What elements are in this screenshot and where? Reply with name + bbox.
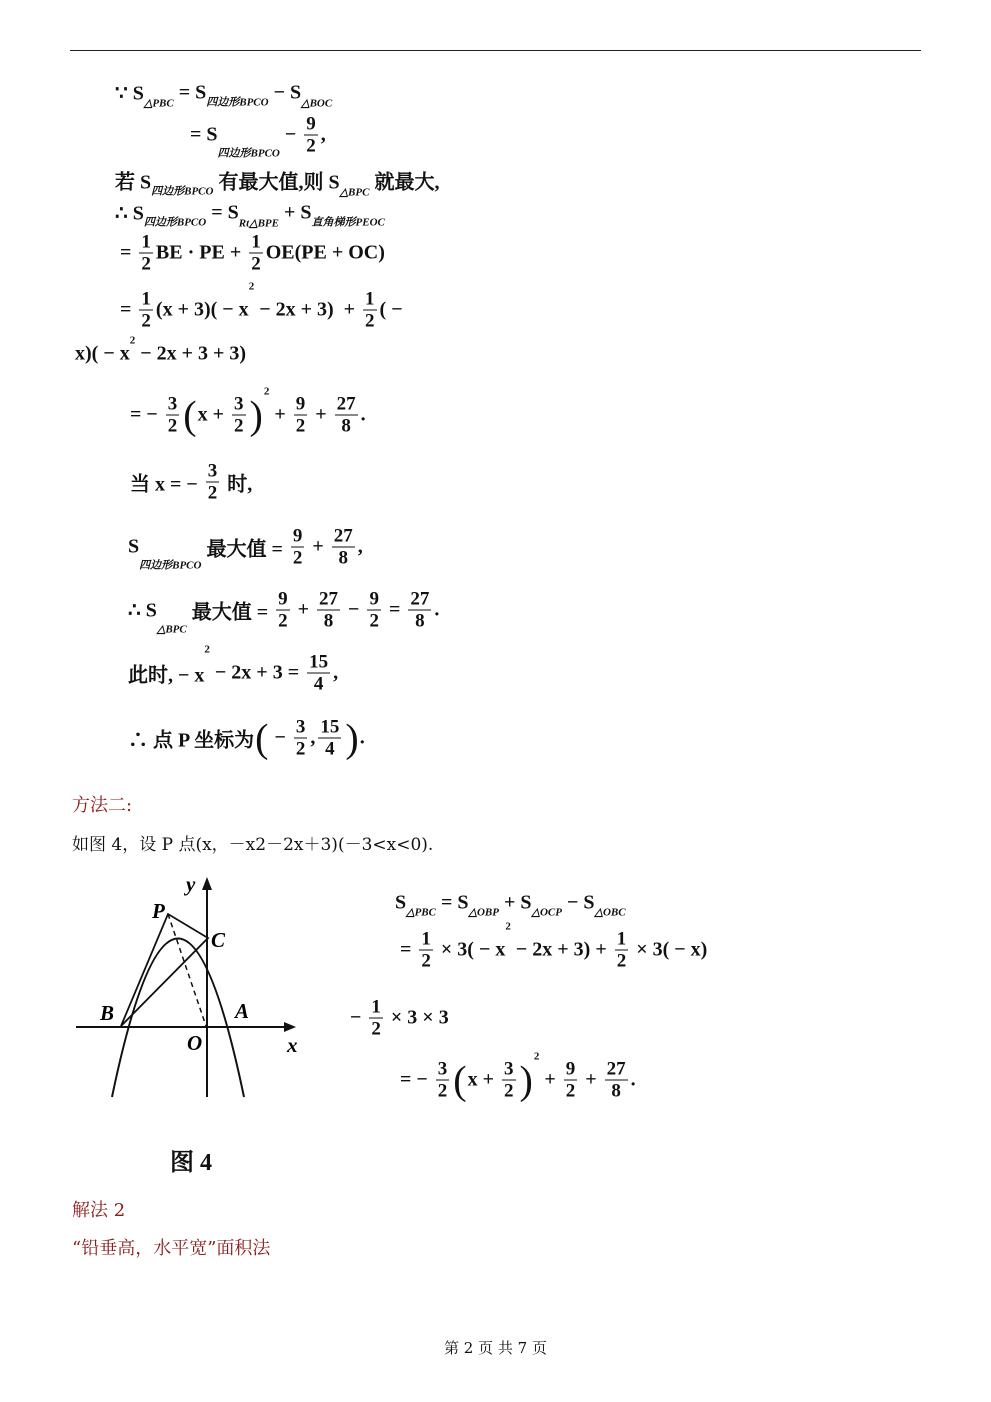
- big-paren: (: [453, 1057, 467, 1102]
- numerator: 9: [295, 393, 306, 415]
- numerator: 3: [504, 1058, 514, 1080]
- math-text: −: [269, 726, 291, 749]
- math-text: ∵ S: [115, 82, 144, 105]
- label-a: A: [235, 999, 250, 1023]
- numerator: 9: [369, 588, 379, 610]
- big-paren: (: [183, 392, 197, 437]
- figure-caption: 图 4: [170, 1150, 212, 1176]
- big-paren: ): [345, 715, 359, 760]
- math-text: × 3( − x): [631, 938, 708, 961]
- solution2-heading: 解法 2: [72, 1200, 126, 1221]
- fraction: [332, 526, 355, 569]
- denominator: 4: [313, 673, 324, 695]
- math-text: ∴ S: [128, 599, 157, 622]
- math-text: =: [383, 598, 406, 621]
- label-x: x: [287, 1033, 298, 1057]
- numerator: 15: [309, 651, 329, 673]
- math-text: +: [269, 403, 291, 426]
- math-text: 有最大值,则 S: [213, 171, 340, 194]
- math-text: .: [434, 598, 440, 621]
- denominator: 8: [338, 547, 349, 569]
- denominator: 2: [306, 135, 316, 157]
- denominator: 2: [371, 1018, 381, 1040]
- subscript: △OCP: [531, 906, 562, 919]
- numerator: 3: [207, 460, 218, 482]
- denominator: 2: [421, 950, 431, 972]
- fraction: [367, 589, 381, 632]
- numerator: 1: [141, 288, 151, 310]
- superscript: 2: [204, 643, 210, 656]
- math-line: [400, 920, 708, 972]
- superscript: 2: [263, 385, 270, 398]
- subscript: △PBC: [143, 97, 174, 110]
- math-text: x +: [197, 403, 230, 426]
- math-text: −: [343, 598, 365, 621]
- math-text: −: [279, 123, 302, 146]
- big-paren: ): [249, 392, 263, 437]
- y-axis: [202, 877, 212, 1097]
- denominator: 8: [323, 610, 334, 632]
- math-text: +: [310, 403, 332, 426]
- subscript: 四边形BPCO: [143, 216, 207, 229]
- math-text: − 2x + 3 =: [209, 661, 305, 684]
- numerator: 1: [365, 288, 375, 310]
- method2-heading: 方法二:: [72, 795, 133, 816]
- denominator: 2: [292, 547, 303, 569]
- math-text: .: [360, 403, 366, 426]
- superscript: 2: [248, 280, 255, 293]
- math-text: ,: [333, 661, 339, 684]
- solution2-title: “铅垂高，水平宽”面积法: [72, 1238, 271, 1259]
- math-text: − 2x + 3) +: [510, 938, 612, 961]
- numerator: 15: [320, 716, 340, 738]
- math-text: ,: [310, 726, 316, 749]
- math-text: × 3( − x: [435, 938, 506, 961]
- numerator: 27: [336, 393, 356, 415]
- superscript: 2: [505, 920, 511, 933]
- math-text: 最大值 =: [201, 538, 288, 561]
- math-text: = −: [400, 1068, 433, 1091]
- math-text: 当 x = −: [130, 473, 203, 496]
- math-text: OE(PE + OC): [265, 241, 385, 264]
- fraction: [615, 929, 629, 972]
- subscript: 直角梯形PEOC: [311, 216, 385, 229]
- math-text: ,: [320, 123, 326, 146]
- math-line: [395, 891, 626, 919]
- fraction: [564, 1059, 578, 1102]
- math-text: +: [307, 535, 329, 558]
- denominator: 8: [341, 415, 351, 437]
- denominator: 8: [611, 1080, 621, 1102]
- label-y: y: [186, 872, 196, 896]
- denominator: 2: [365, 310, 375, 332]
- fraction: [408, 589, 431, 632]
- numerator: 3: [437, 1058, 448, 1080]
- label-b: B: [100, 1001, 115, 1025]
- numerator: 1: [251, 231, 261, 253]
- math-text: ∴ S: [115, 202, 144, 225]
- numerator: 3: [295, 716, 306, 738]
- math-line: [350, 997, 449, 1040]
- dashed-po: [168, 914, 206, 1026]
- fraction: [363, 289, 377, 332]
- numerator: 9: [565, 1058, 576, 1080]
- numerator: 27: [333, 525, 353, 547]
- math-text: (x + 3)( − x: [155, 298, 249, 321]
- denominator: 2: [167, 415, 178, 437]
- subscript: 四边形BPCO: [217, 147, 280, 160]
- figure-4-parabola: [0, 0, 333, 1120]
- fraction: [502, 1059, 516, 1102]
- math-text: ( −: [379, 298, 403, 321]
- denominator: 2: [616, 950, 627, 972]
- fraction: [419, 929, 433, 972]
- math-text: + S: [498, 891, 532, 914]
- numerator: 27: [410, 588, 430, 610]
- math-text: ∴ 点 P 坐标为: [128, 729, 255, 752]
- math-text: BE · PE +: [155, 241, 247, 264]
- label-o: O: [187, 1031, 203, 1055]
- denominator: 4: [325, 738, 335, 760]
- math-text: 就最大,: [369, 171, 440, 194]
- subscript: 四边形BPCO: [206, 96, 269, 109]
- math-text: +: [580, 1068, 602, 1091]
- denominator: 2: [141, 310, 151, 332]
- math-text: S: [128, 535, 140, 558]
- numerator: 1: [616, 928, 627, 950]
- big-paren: ): [519, 1057, 533, 1102]
- fraction: [605, 1059, 628, 1102]
- subscript: △BPC: [339, 186, 370, 199]
- denominator: 2: [141, 253, 151, 275]
- math-text: +: [292, 598, 315, 621]
- numerator: 1: [371, 996, 381, 1018]
- numerator: 9: [278, 588, 288, 610]
- method2-intro: 如图 4，设 P 点(x，－x2－2x＋3)(－3<x<0).: [72, 835, 434, 855]
- fraction: [436, 1059, 450, 1102]
- math-text: +: [539, 1068, 561, 1091]
- numerator: 27: [606, 1058, 626, 1080]
- math-text: =: [120, 298, 137, 321]
- subscript: △BOC: [301, 97, 333, 110]
- numerator: 27: [319, 588, 339, 610]
- math-text: −: [350, 1006, 367, 1029]
- subscript: △BPC: [156, 623, 187, 636]
- denominator: 2: [504, 1080, 514, 1102]
- numerator: 1: [141, 231, 151, 253]
- subscript: Rt△BPE: [238, 217, 279, 230]
- subscript: △OBP: [468, 906, 499, 919]
- math-text: − S: [561, 891, 595, 914]
- parabola-curve: [112, 939, 244, 1098]
- math-text: − 2x + 3 + 3): [135, 342, 247, 365]
- math-text: =: [120, 241, 137, 264]
- superscript: 2: [533, 1050, 540, 1063]
- denominator: 2: [278, 610, 288, 632]
- numerator: 1: [421, 928, 431, 950]
- label-p: P: [152, 899, 165, 923]
- math-text: x)( − x: [75, 342, 130, 365]
- math-text: − S: [268, 81, 302, 104]
- math-text: ,: [357, 535, 363, 558]
- denominator: 2: [295, 738, 306, 760]
- math-line: [400, 1050, 636, 1102]
- denominator: 2: [295, 415, 306, 437]
- numerator: 3: [234, 393, 244, 415]
- numerator: 9: [306, 113, 316, 135]
- fraction: [335, 394, 358, 437]
- math-text: + S: [278, 201, 312, 224]
- denominator: 8: [415, 610, 425, 632]
- denominator: 2: [565, 1080, 576, 1102]
- math-text: .: [630, 1068, 636, 1091]
- math-text: = S: [190, 123, 218, 146]
- superscript: 2: [129, 334, 136, 347]
- denominator: 2: [251, 253, 261, 275]
- denominator: 2: [234, 415, 244, 437]
- subscript: 四边形BPCO: [151, 185, 214, 198]
- denominator: 2: [207, 482, 218, 504]
- subscript: △OBC: [594, 906, 626, 919]
- denominator: 2: [437, 1080, 448, 1102]
- subscript: △PBC: [406, 906, 436, 919]
- page-footer: 第 2 页 共 7 页: [444, 1339, 547, 1357]
- denominator: 2: [369, 610, 379, 632]
- math-text: .: [359, 726, 365, 749]
- math-text: =: [400, 938, 417, 961]
- big-paren: (: [255, 715, 269, 760]
- math-text: 最大值 =: [186, 601, 274, 624]
- math-text: S: [395, 891, 407, 914]
- math-text: = −: [130, 403, 163, 426]
- math-text: − 2x + 3) +: [254, 298, 361, 321]
- subscript: 四边形BPCO: [139, 559, 202, 572]
- math-text: = S: [173, 81, 207, 104]
- numerator: 3: [167, 393, 178, 415]
- math-text: 时,: [222, 473, 253, 496]
- math-text: × 3 × 3: [385, 1006, 449, 1029]
- math-text: x +: [467, 1068, 500, 1091]
- numerator: 9: [292, 525, 303, 547]
- math-text: 若 S: [115, 171, 152, 194]
- math-text: = S: [206, 201, 239, 224]
- label-c: C: [211, 928, 226, 952]
- math-text: = S: [435, 891, 469, 914]
- math-text: 此时, − x: [128, 664, 205, 687]
- fraction: [369, 997, 383, 1040]
